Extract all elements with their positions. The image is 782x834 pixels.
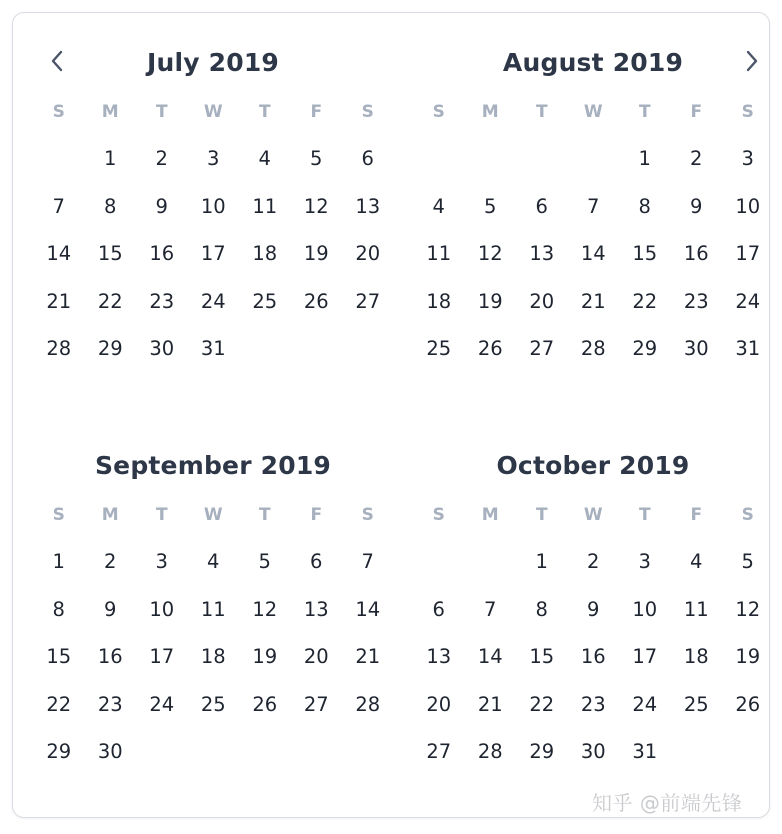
day-cell[interactable]: 3 — [155, 550, 168, 573]
day-cell[interactable]: 16 — [683, 242, 709, 265]
day-cell[interactable]: 11 — [252, 194, 278, 218]
day-cell[interactable]: 9 — [104, 597, 117, 621]
week-row — [413, 538, 773, 586]
day-cell[interactable]: 4 — [432, 194, 445, 218]
day-cell[interactable]: 17 — [735, 242, 761, 265]
empty-day-cell — [136, 728, 188, 776]
day-cell[interactable]: 26 — [477, 337, 503, 360]
day-grid — [33, 135, 393, 373]
day-cell[interactable]: 5 — [258, 550, 271, 573]
day-cell[interactable]: 30 — [149, 337, 175, 360]
month-title: September 2019 — [94, 451, 332, 480]
day-cell[interactable]: 10 — [735, 194, 761, 218]
day-cell[interactable]: 20 — [426, 692, 452, 716]
week-row — [413, 230, 773, 278]
weekday-label: T — [638, 505, 651, 525]
empty-day-cell — [239, 325, 291, 373]
month-august-2019 — [413, 37, 773, 373]
week-row — [33, 586, 393, 634]
weekday-label: T — [638, 102, 651, 122]
day-cell[interactable]: 22 — [46, 692, 72, 716]
day-cell[interactable]: 24 — [149, 692, 175, 716]
month-title: August 2019 — [502, 48, 684, 77]
week-row — [413, 586, 773, 634]
day-cell[interactable]: 24 — [632, 692, 658, 716]
weekday-header — [33, 89, 393, 135]
empty-day-cell — [188, 728, 240, 776]
weekday-label: S — [741, 505, 754, 525]
day-cell[interactable]: 12 — [303, 194, 329, 218]
day-cell[interactable]: 22 — [97, 289, 123, 313]
day-cell[interactable]: 12 — [477, 242, 503, 265]
date-range-calendar-panel — [12, 12, 770, 818]
day-cell[interactable]: 3 — [638, 550, 651, 573]
day-cell[interactable]: 27 — [426, 740, 452, 763]
weekday-label: F — [310, 102, 323, 122]
day-cell[interactable]: 29 — [97, 337, 123, 360]
empty-day-cell — [465, 538, 517, 586]
week-row — [33, 278, 393, 326]
day-cell[interactable]: 25 — [200, 692, 226, 716]
day-cell[interactable]: 19 — [303, 242, 329, 265]
day-cell[interactable]: 4 — [207, 550, 220, 573]
day-cell[interactable]: 23 — [683, 289, 709, 313]
weekday-label: F — [310, 505, 323, 525]
day-cell[interactable]: 5 — [484, 194, 497, 218]
day-cell[interactable]: 2 — [587, 550, 600, 573]
month-october-2019 — [413, 440, 773, 776]
weekday-header — [33, 492, 393, 538]
day-cell[interactable]: 7 — [587, 194, 600, 218]
day-cell[interactable]: 21 — [355, 645, 381, 668]
day-cell[interactable]: 26 — [303, 289, 329, 313]
day-cell[interactable]: 29 — [632, 337, 658, 360]
day-cell[interactable]: 29 — [529, 740, 555, 763]
week-row — [413, 278, 773, 326]
day-cell[interactable]: 10 — [200, 194, 226, 218]
weekday-label: S — [432, 102, 445, 122]
day-cell[interactable]: 28 — [355, 692, 381, 716]
weekday-label: F — [690, 102, 703, 122]
week-row — [33, 183, 393, 231]
weekday-label: T — [535, 505, 548, 525]
day-cell[interactable]: 18 — [252, 242, 278, 265]
day-cell[interactable]: 9 — [690, 194, 703, 218]
day-cell[interactable]: 21 — [477, 692, 503, 716]
day-cell[interactable]: 8 — [52, 597, 65, 621]
day-cell[interactable]: 6 — [432, 597, 445, 621]
week-row — [413, 183, 773, 231]
week-row — [33, 538, 393, 586]
day-cell[interactable]: 27 — [355, 289, 381, 313]
day-cell[interactable]: 30 — [97, 740, 123, 763]
month-title: October 2019 — [496, 451, 690, 480]
day-cell[interactable]: 23 — [580, 692, 606, 716]
day-cell[interactable]: 3 — [207, 147, 220, 170]
day-cell[interactable]: 6 — [535, 194, 548, 218]
empty-day-cell — [342, 325, 394, 373]
weekday-label: W — [583, 102, 603, 122]
day-cell[interactable]: 19 — [477, 289, 503, 313]
day-cell[interactable]: 16 — [97, 645, 123, 668]
day-cell[interactable]: 12 — [252, 597, 278, 621]
day-cell[interactable]: 15 — [632, 242, 658, 265]
weekday-label: S — [361, 505, 374, 525]
week-row — [413, 728, 773, 776]
empty-day-cell — [239, 728, 291, 776]
week-row — [33, 633, 393, 681]
day-cell[interactable]: 18 — [426, 289, 452, 313]
day-cell[interactable]: 6 — [361, 147, 374, 170]
day-cell[interactable]: 30 — [683, 337, 709, 360]
week-row — [33, 230, 393, 278]
day-cell[interactable]: 17 — [149, 645, 175, 668]
day-cell[interactable]: 28 — [46, 337, 72, 360]
day-cell[interactable]: 10 — [632, 597, 658, 621]
day-cell[interactable]: 13 — [303, 597, 329, 621]
day-cell[interactable]: 5 — [741, 550, 754, 573]
empty-day-cell — [671, 728, 723, 776]
day-cell[interactable]: 6 — [310, 550, 323, 573]
day-cell[interactable]: 23 — [149, 289, 175, 313]
day-cell[interactable]: 31 — [735, 337, 761, 360]
day-cell[interactable]: 23 — [97, 692, 123, 716]
weekday-label: W — [203, 102, 223, 122]
day-cell[interactable]: 7 — [52, 194, 65, 218]
day-cell[interactable]: 5 — [310, 147, 323, 170]
day-cell[interactable]: 20 — [303, 645, 329, 668]
day-cell[interactable]: 20 — [529, 289, 555, 313]
weekday-label: T — [155, 505, 168, 525]
day-cell[interactable]: 15 — [529, 645, 555, 668]
day-cell[interactable]: 22 — [529, 692, 555, 716]
day-cell[interactable]: 15 — [46, 645, 72, 668]
day-cell[interactable]: 9 — [587, 597, 600, 621]
weekday-label: S — [741, 102, 754, 122]
day-cell[interactable]: 1 — [638, 147, 651, 170]
day-cell[interactable]: 25 — [683, 692, 709, 716]
day-cell[interactable]: 31 — [200, 337, 226, 360]
weekday-label: S — [52, 102, 65, 122]
day-cell[interactable]: 8 — [535, 597, 548, 621]
day-cell[interactable]: 19 — [735, 645, 761, 668]
weekday-label: T — [535, 102, 548, 122]
weekday-header — [413, 492, 773, 538]
weekday-header — [413, 89, 773, 135]
day-cell[interactable]: 7 — [361, 550, 374, 573]
day-cell[interactable]: 30 — [580, 740, 606, 763]
day-cell[interactable]: 19 — [252, 645, 278, 668]
day-cell[interactable]: 14 — [46, 242, 72, 265]
day-cell[interactable]: 26 — [735, 692, 761, 716]
day-cell[interactable]: 13 — [426, 645, 452, 668]
day-cell[interactable]: 13 — [529, 242, 555, 265]
day-cell[interactable]: 25 — [426, 337, 452, 360]
day-cell[interactable]: 11 — [426, 242, 452, 265]
empty-day-cell — [516, 135, 568, 183]
week-row — [413, 681, 773, 729]
day-cell[interactable]: 4 — [690, 550, 703, 573]
day-cell[interactable]: 28 — [477, 740, 503, 763]
day-cell[interactable]: 2 — [690, 147, 703, 170]
empty-day-cell — [413, 538, 465, 586]
day-cell[interactable]: 4 — [258, 147, 271, 170]
day-cell[interactable]: 17 — [200, 242, 226, 265]
week-row — [413, 633, 773, 681]
day-cell[interactable]: 1 — [535, 550, 548, 573]
day-cell[interactable]: 22 — [632, 289, 658, 313]
empty-day-cell — [342, 728, 394, 776]
weekday-label: W — [583, 505, 603, 525]
month-july-2019 — [33, 37, 393, 373]
day-cell[interactable]: 24 — [200, 289, 226, 313]
day-cell[interactable]: 14 — [580, 242, 606, 265]
weekday-label: W — [203, 505, 223, 525]
week-row — [33, 681, 393, 729]
weekday-label: M — [101, 505, 119, 525]
day-cell[interactable]: 3 — [741, 147, 754, 170]
empty-day-cell — [291, 325, 343, 373]
day-cell[interactable]: 2 — [155, 147, 168, 170]
day-grid — [33, 538, 393, 776]
day-cell[interactable]: 18 — [683, 645, 709, 668]
day-cell[interactable]: 7 — [484, 597, 497, 621]
day-cell[interactable]: 27 — [303, 692, 329, 716]
day-cell[interactable]: 15 — [97, 242, 123, 265]
day-cell[interactable]: 1 — [104, 147, 117, 170]
empty-day-cell — [291, 728, 343, 776]
day-cell[interactable]: 10 — [149, 597, 175, 621]
day-cell[interactable]: 28 — [580, 337, 606, 360]
weekday-label: M — [481, 102, 499, 122]
weekday-label: S — [432, 505, 445, 525]
day-cell[interactable]: 27 — [529, 337, 555, 360]
day-cell[interactable]: 11 — [200, 597, 226, 621]
day-cell[interactable]: 16 — [580, 645, 606, 668]
day-cell[interactable]: 8 — [104, 194, 117, 218]
month-september-2019 — [33, 440, 393, 776]
day-cell[interactable]: 25 — [252, 289, 278, 313]
day-cell[interactable]: 31 — [632, 740, 658, 763]
day-cell[interactable]: 11 — [683, 597, 709, 621]
weekday-label: S — [361, 102, 374, 122]
day-cell[interactable]: 9 — [155, 194, 168, 218]
empty-day-cell — [413, 135, 465, 183]
empty-day-cell — [568, 135, 620, 183]
day-cell[interactable]: 13 — [355, 194, 381, 218]
empty-day-cell — [33, 135, 85, 183]
week-row — [413, 325, 773, 373]
weekday-label: T — [258, 505, 271, 525]
day-cell[interactable]: 18 — [200, 645, 226, 668]
day-cell[interactable]: 14 — [355, 597, 381, 621]
day-cell[interactable]: 20 — [355, 242, 381, 265]
day-cell[interactable]: 1 — [52, 550, 65, 573]
day-cell[interactable]: 2 — [104, 550, 117, 573]
watermark-text: 知乎 @前端先锋 — [592, 791, 743, 815]
weekday-label: T — [155, 102, 168, 122]
day-cell[interactable]: 14 — [477, 645, 503, 668]
weekday-label: S — [52, 505, 65, 525]
day-cell[interactable]: 16 — [149, 242, 175, 265]
weekday-label: M — [101, 102, 119, 122]
day-cell[interactable]: 8 — [638, 194, 651, 218]
day-cell[interactable]: 21 — [46, 289, 72, 313]
weekday-label: T — [258, 102, 271, 122]
empty-day-cell — [722, 728, 774, 776]
day-cell[interactable]: 17 — [632, 645, 658, 668]
month-title: July 2019 — [146, 48, 280, 77]
day-cell[interactable]: 29 — [46, 740, 72, 763]
day-cell[interactable]: 12 — [735, 597, 761, 621]
day-grid — [413, 538, 773, 776]
week-row — [33, 135, 393, 183]
day-cell[interactable]: 26 — [252, 692, 278, 716]
week-row — [413, 135, 773, 183]
empty-day-cell — [465, 135, 517, 183]
week-row — [33, 728, 393, 776]
day-grid — [413, 135, 773, 373]
day-cell[interactable]: 21 — [580, 289, 606, 313]
weekday-label: M — [481, 505, 499, 525]
day-cell[interactable]: 24 — [735, 289, 761, 313]
week-row — [33, 325, 393, 373]
weekday-label: F — [690, 505, 703, 525]
